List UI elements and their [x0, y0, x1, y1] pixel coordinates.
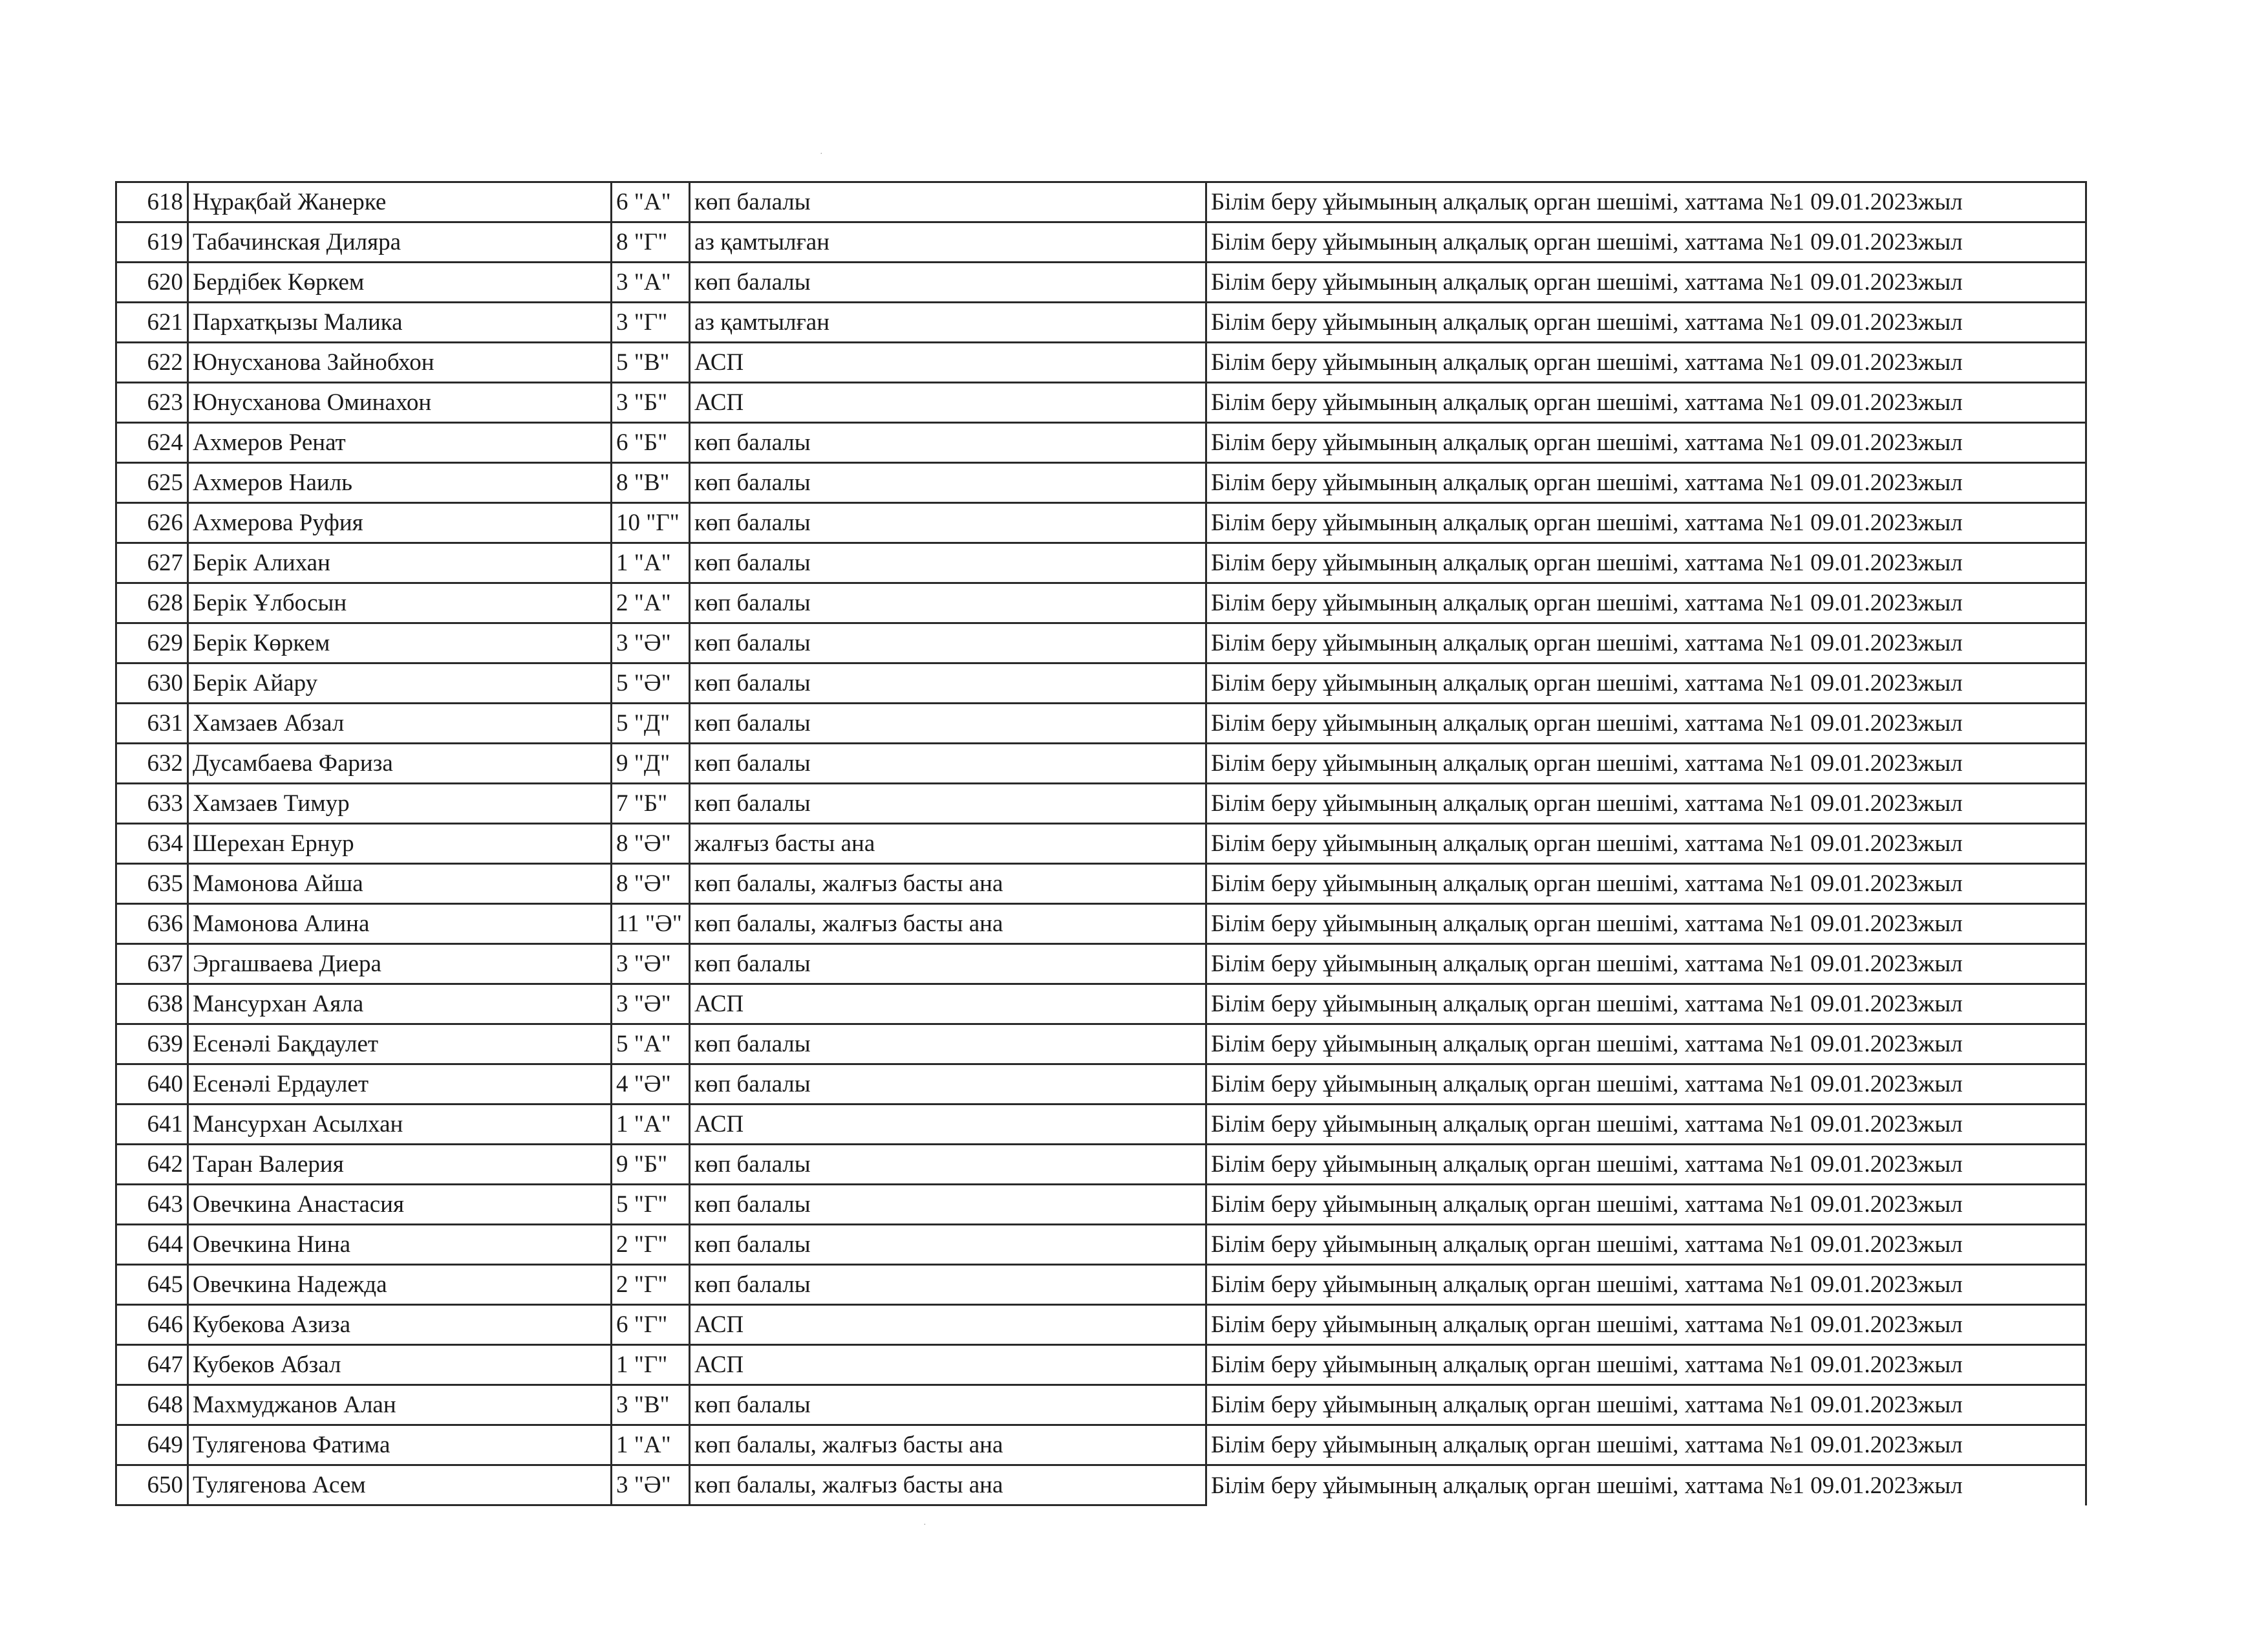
student-name: Бердібек Көркем [188, 263, 612, 303]
row-number: 646 [116, 1305, 188, 1345]
row-number: 618 [116, 182, 188, 222]
row-number: 642 [116, 1145, 188, 1185]
student-class: 8 "Ә" [612, 864, 690, 904]
benefit-category: көп балалы [690, 1225, 1206, 1265]
student-name: Пархатқызы Малика [188, 303, 612, 343]
student-table-body [116, 182, 2086, 1505]
benefit-category: көп балалы [690, 944, 1206, 984]
student-class: 7 "Б" [612, 784, 690, 824]
student-name: Берік Алихан [188, 543, 612, 583]
student-name: Нұрақбай Жанерке [188, 182, 612, 222]
row-number: 627 [116, 543, 188, 583]
decision-basis: Білім беру ұйымының алқалық орган шешімі, хаттама №1 09.01.2023жыл [1206, 1064, 2086, 1105]
decision-basis: Білім беру ұйымының алқалық орган шешімі, хаттама №1 09.01.2023жыл [1206, 663, 2086, 704]
row-number: 643 [116, 1185, 188, 1225]
table-row [116, 1385, 2086, 1425]
student-class: 3 "А" [612, 263, 690, 303]
row-number: 650 [116, 1465, 188, 1505]
table-row [116, 1345, 2086, 1385]
decision-basis: Білім беру ұйымының алқалық орган шешімі, хаттама №1 09.01.2023жыл [1206, 1265, 2086, 1305]
student-name: Овечкина Нина [188, 1225, 612, 1265]
row-number: 647 [116, 1345, 188, 1385]
benefit-category: көп балалы [690, 1185, 1206, 1225]
student-table [115, 181, 2087, 1506]
benefit-category: АСП [690, 1345, 1206, 1385]
student-class: 6 "А" [612, 182, 690, 222]
student-class: 3 "Ә" [612, 944, 690, 984]
benefit-category: көп балалы [690, 543, 1206, 583]
student-class: 1 "А" [612, 1425, 690, 1465]
table-row [116, 583, 2086, 623]
student-class: 9 "Д" [612, 744, 690, 784]
row-number: 645 [116, 1265, 188, 1305]
row-number: 648 [116, 1385, 188, 1425]
decision-basis: Білім беру ұйымының алқалық орган шешімі, хаттама №1 09.01.2023жыл [1206, 463, 2086, 503]
row-number: 632 [116, 744, 188, 784]
student-class: 2 "Г" [612, 1225, 690, 1265]
benefit-category: жалғыз басты ана [690, 824, 1206, 864]
benefit-category: көп балалы [690, 1064, 1206, 1105]
benefit-category: АСП [690, 1105, 1206, 1145]
table-row [116, 984, 2086, 1024]
row-number: 633 [116, 784, 188, 824]
benefit-category: көп балалы [690, 744, 1206, 784]
student-class: 10 "Г" [612, 503, 690, 543]
benefit-category: көп балалы [690, 583, 1206, 623]
student-name: Хамзаев Абзал [188, 704, 612, 744]
row-number: 649 [116, 1425, 188, 1465]
student-name: Махмуджанов Алан [188, 1385, 612, 1425]
benefit-category: көп балалы [690, 263, 1206, 303]
table-row [116, 1465, 2086, 1505]
decision-basis: Білім беру ұйымының алқалық орган шешімі, хаттама №1 09.01.2023жыл [1206, 263, 2086, 303]
student-class: 5 "Г" [612, 1185, 690, 1225]
decision-basis: Білім беру ұйымының алқалық орган шешімі, хаттама №1 09.01.2023жыл [1206, 984, 2086, 1024]
student-class: 6 "Г" [612, 1305, 690, 1345]
student-class: 8 "Ә" [612, 824, 690, 864]
student-class: 2 "Г" [612, 1265, 690, 1305]
decision-basis: Білім беру ұйымының алқалық орган шешімі, хаттама №1 09.01.2023жыл [1206, 1345, 2086, 1385]
student-class: 3 "Ә" [612, 984, 690, 1024]
student-class: 3 "Ә" [612, 623, 690, 663]
table-row [116, 744, 2086, 784]
student-class: 9 "Б" [612, 1145, 690, 1185]
table-row [116, 623, 2086, 663]
benefit-category: көп балалы [690, 423, 1206, 463]
table-row [116, 1225, 2086, 1265]
scan-speck: · [923, 1520, 926, 1530]
benefit-category: көп балалы [690, 1385, 1206, 1425]
decision-basis: Білім беру ұйымының алқалық орган шешімі, хаттама №1 09.01.2023жыл [1206, 1225, 2086, 1265]
benefit-category: көп балалы [690, 463, 1206, 503]
row-number: 634 [116, 824, 188, 864]
decision-basis: Білім беру ұйымының алқалық орган шешімі, хаттама №1 09.01.2023жыл [1206, 182, 2086, 222]
decision-basis: Білім беру ұйымының алқалық орган шешімі, хаттама №1 09.01.2023жыл [1206, 744, 2086, 784]
benefit-category: аз қамтылған [690, 222, 1206, 263]
decision-basis: Білім беру ұйымының алқалық орган шешімі, хаттама №1 09.01.2023жыл [1206, 1185, 2086, 1225]
student-name: Тулягенова Асем [188, 1465, 612, 1505]
benefit-category: көп балалы, жалғыз басты ана [690, 904, 1206, 944]
decision-basis: Білім беру ұйымының алқалық орган шешімі, хаттама №1 09.01.2023жыл [1206, 1425, 2086, 1465]
table-row [116, 784, 2086, 824]
benefit-category: көп балалы, жалғыз басты ана [690, 1425, 1206, 1465]
row-number: 629 [116, 623, 188, 663]
decision-basis: Білім беру ұйымының алқалық орган шешімі, хаттама №1 09.01.2023жыл [1206, 583, 2086, 623]
row-number: 624 [116, 423, 188, 463]
decision-basis: Білім беру ұйымының алқалық орган шешімі, хаттама №1 09.01.2023жыл [1206, 1024, 2086, 1064]
scan-speck: · [820, 149, 823, 159]
student-name: Овечкина Анастасия [188, 1185, 612, 1225]
decision-basis: Білім беру ұйымының алқалық орган шешімі, хаттама №1 09.01.2023жыл [1206, 383, 2086, 423]
row-number: 619 [116, 222, 188, 263]
row-number: 635 [116, 864, 188, 904]
student-name: Ахмеров Наиль [188, 463, 612, 503]
table-row [116, 1305, 2086, 1345]
decision-basis: Білім беру ұйымының алқалық орган шешімі, хаттама №1 09.01.2023жыл [1206, 1105, 2086, 1145]
student-class: 1 "А" [612, 543, 690, 583]
table-row [116, 1064, 2086, 1105]
row-number: 637 [116, 944, 188, 984]
row-number: 640 [116, 1064, 188, 1105]
student-name: Хамзаев Тимур [188, 784, 612, 824]
decision-basis: Білім беру ұйымының алқалық орган шешімі, хаттама №1 09.01.2023жыл [1206, 503, 2086, 543]
row-number: 644 [116, 1225, 188, 1265]
decision-basis: Білім беру ұйымының алқалық орган шешімі, хаттама №1 09.01.2023жыл [1206, 944, 2086, 984]
student-class: 6 "Б" [612, 423, 690, 463]
table-row [116, 824, 2086, 864]
row-number: 623 [116, 383, 188, 423]
table-row [116, 904, 2086, 944]
student-name: Мансурхан Аяла [188, 984, 612, 1024]
table-row [116, 463, 2086, 503]
row-number: 625 [116, 463, 188, 503]
student-name: Ахмеров Ренат [188, 423, 612, 463]
benefit-category: көп балалы [690, 704, 1206, 744]
table-row [116, 1024, 2086, 1064]
table-row [116, 1105, 2086, 1145]
decision-basis: Білім беру ұйымының алқалық орган шешімі, хаттама №1 09.01.2023жыл [1206, 623, 2086, 663]
decision-basis: Білім беру ұйымының алқалық орган шешімі, хаттама №1 09.01.2023жыл [1206, 904, 2086, 944]
decision-basis: Білім беру ұйымының алқалық орган шешімі, хаттама №1 09.01.2023жыл [1206, 1305, 2086, 1345]
benefit-category: көп балалы [690, 1145, 1206, 1185]
table-row [116, 1185, 2086, 1225]
decision-basis: Білім беру ұйымының алқалық орган шешімі, хаттама №1 09.01.2023жыл [1206, 864, 2086, 904]
student-name: Мансурхан Асылхан [188, 1105, 612, 1145]
row-number: 636 [116, 904, 188, 944]
benefit-category: көп балалы [690, 1265, 1206, 1305]
student-name: Шерехан Ернур [188, 824, 612, 864]
student-class: 5 "Ә" [612, 663, 690, 704]
student-class: 8 "В" [612, 463, 690, 503]
table-row [116, 383, 2086, 423]
decision-basis: Білім беру ұйымының алқалық орган шешімі, хаттама №1 09.01.2023жыл [1206, 1385, 2086, 1425]
student-class: 4 "Ә" [612, 1064, 690, 1105]
student-name: Есенәлі Бақдаулет [188, 1024, 612, 1064]
table-row [116, 503, 2086, 543]
student-name: Юнусханова Зайнобхон [188, 343, 612, 383]
benefit-category: көп балалы [690, 503, 1206, 543]
student-name: Дусамбаева Фариза [188, 744, 612, 784]
student-class: 5 "В" [612, 343, 690, 383]
student-name: Юнусханова Оминахон [188, 383, 612, 423]
row-number: 641 [116, 1105, 188, 1145]
student-name: Тулягенова Фатима [188, 1425, 612, 1465]
benefit-category: көп балалы [690, 1024, 1206, 1064]
row-number: 621 [116, 303, 188, 343]
student-name: Берік Көркем [188, 623, 612, 663]
student-name: Эргашваева Диера [188, 944, 612, 984]
student-class: 11 "Ә" [612, 904, 690, 944]
decision-basis: Білім беру ұйымының алқалық орган шешімі, хаттама №1 09.01.2023жыл [1206, 303, 2086, 343]
student-name: Берік Айару [188, 663, 612, 704]
student-name: Кубекова Азиза [188, 1305, 612, 1345]
benefit-category: көп балалы, жалғыз басты ана [690, 864, 1206, 904]
benefit-category: көп балалы [690, 182, 1206, 222]
table-row [116, 1425, 2086, 1465]
student-name: Табачинская Диляра [188, 222, 612, 263]
benefit-category: АСП [690, 984, 1206, 1024]
table-row [116, 1265, 2086, 1305]
decision-basis: Білім беру ұйымының алқалық орган шешімі, хаттама №1 09.01.2023жыл [1206, 222, 2086, 263]
benefit-category: АСП [690, 383, 1206, 423]
student-class: 1 "А" [612, 1105, 690, 1145]
student-name: Ахмерова Руфия [188, 503, 612, 543]
table-row [116, 423, 2086, 463]
student-name: Кубеков Абзал [188, 1345, 612, 1385]
decision-basis: Білім беру ұйымының алқалық орган шешімі, хаттама №1 09.01.2023жыл [1206, 343, 2086, 383]
row-number: 638 [116, 984, 188, 1024]
student-class: 1 "Г" [612, 1345, 690, 1385]
benefit-category: АСП [690, 343, 1206, 383]
decision-basis: Білім беру ұйымының алқалық орган шешімі, хаттама №1 09.01.2023жыл [1206, 784, 2086, 824]
decision-basis: Білім беру ұйымының алқалық орган шешімі, хаттама №1 09.01.2023жыл [1206, 423, 2086, 463]
document-sheet [115, 181, 2087, 1506]
table-row [116, 864, 2086, 904]
table-row [116, 263, 2086, 303]
benefit-category: көп балалы [690, 784, 1206, 824]
row-number: 628 [116, 583, 188, 623]
table-row [116, 704, 2086, 744]
table-row [116, 543, 2086, 583]
row-number: 631 [116, 704, 188, 744]
decision-basis: Білім беру ұйымының алқалық орган шешімі, хаттама №1 09.01.2023жыл [1206, 704, 2086, 744]
student-class: 8 "Г" [612, 222, 690, 263]
decision-basis: Білім беру ұйымының алқалық орган шешімі, хаттама №1 09.01.2023жыл [1206, 1145, 2086, 1185]
table-row [116, 944, 2086, 984]
student-class: 5 "Д" [612, 704, 690, 744]
table-row [116, 182, 2086, 222]
table-row [116, 663, 2086, 704]
benefit-category: көп балалы [690, 663, 1206, 704]
student-class: 3 "В" [612, 1385, 690, 1425]
table-row [116, 303, 2086, 343]
decision-basis: Білім беру ұйымының алқалық орган шешімі, хаттама №1 09.01.2023жыл [1206, 543, 2086, 583]
decision-basis: Білім беру ұйымының алқалық орган шешімі, хаттама №1 09.01.2023жыл [1206, 1465, 2086, 1505]
table-row [116, 222, 2086, 263]
student-name: Мамонова Алина [188, 904, 612, 944]
table-row [116, 343, 2086, 383]
benefit-category: көп балалы, жалғыз басты ана [690, 1465, 1206, 1505]
row-number: 620 [116, 263, 188, 303]
student-name: Берік Ұлбосын [188, 583, 612, 623]
student-name: Мамонова Айша [188, 864, 612, 904]
row-number: 622 [116, 343, 188, 383]
student-name: Есенәлі Ердаулет [188, 1064, 612, 1105]
decision-basis: Білім беру ұйымының алқалық орган шешімі, хаттама №1 09.01.2023жыл [1206, 824, 2086, 864]
table-row [116, 1145, 2086, 1185]
row-number: 639 [116, 1024, 188, 1064]
student-name: Таран Валерия [188, 1145, 612, 1185]
student-class: 3 "Г" [612, 303, 690, 343]
benefit-category: аз қамтылған [690, 303, 1206, 343]
row-number: 626 [116, 503, 188, 543]
student-class: 5 "А" [612, 1024, 690, 1064]
student-class: 3 "Б" [612, 383, 690, 423]
student-class: 3 "Ә" [612, 1465, 690, 1505]
row-number: 630 [116, 663, 188, 704]
student-class: 2 "А" [612, 583, 690, 623]
student-name: Овечкина Надежда [188, 1265, 612, 1305]
benefit-category: көп балалы [690, 623, 1206, 663]
benefit-category: АСП [690, 1305, 1206, 1345]
